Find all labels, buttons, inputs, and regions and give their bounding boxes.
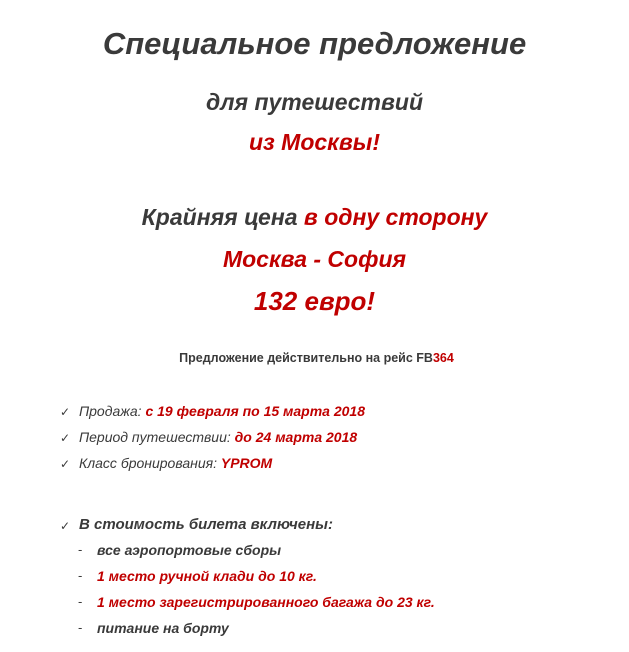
included-item: питание на борту [97,620,229,636]
price-value: 132 евро! [253,286,376,316]
included-item: 1 место зарегистрированного багажа до 23 кг. [97,594,435,610]
check-icon: ✓ [60,519,71,533]
subtitle-from-moscow: из Москвы! [248,129,381,155]
check-icon: ✓ [60,457,71,471]
check-icon: ✓ [60,431,71,445]
detail-label: Период путешествии: [79,429,235,445]
included-heading: В стоимость билета включены: [79,516,333,533]
page-title: Специальное предложение [102,26,527,61]
price-direction: в одну сторону [303,204,488,230]
dash-bullet: - [78,620,83,635]
subtitle-travel: для путешествий [206,89,423,115]
flight-number: 364 [432,351,454,365]
included-item: 1 место ручной клади до 10 кг. [97,568,317,584]
detail-label: Продажа: [79,403,146,419]
dash-bullet: - [78,594,83,609]
route: Москва - София [222,246,407,272]
detail-value: YPROM [220,455,273,471]
dash-bullet: - [78,542,83,557]
detail-value: с 19 февраля по 15 марта 2018 [145,403,365,419]
check-icon: ✓ [60,405,71,419]
detail-booking-class [79,455,272,471]
detail-travel-period [79,429,357,445]
price-heading [0,204,629,231]
detail-label: Класс бронирования: [79,455,221,471]
flight-note [0,351,629,365]
price-label: Крайняя цена [141,204,304,230]
dash-bullet: - [78,568,83,583]
included-item: все аэропортовые сборы [97,542,282,558]
detail-value: до 24 марта 2018 [234,429,358,445]
detail-sale-period [79,403,365,419]
flight-note-prefix: Предложение действительно на рейс FB [179,351,433,365]
